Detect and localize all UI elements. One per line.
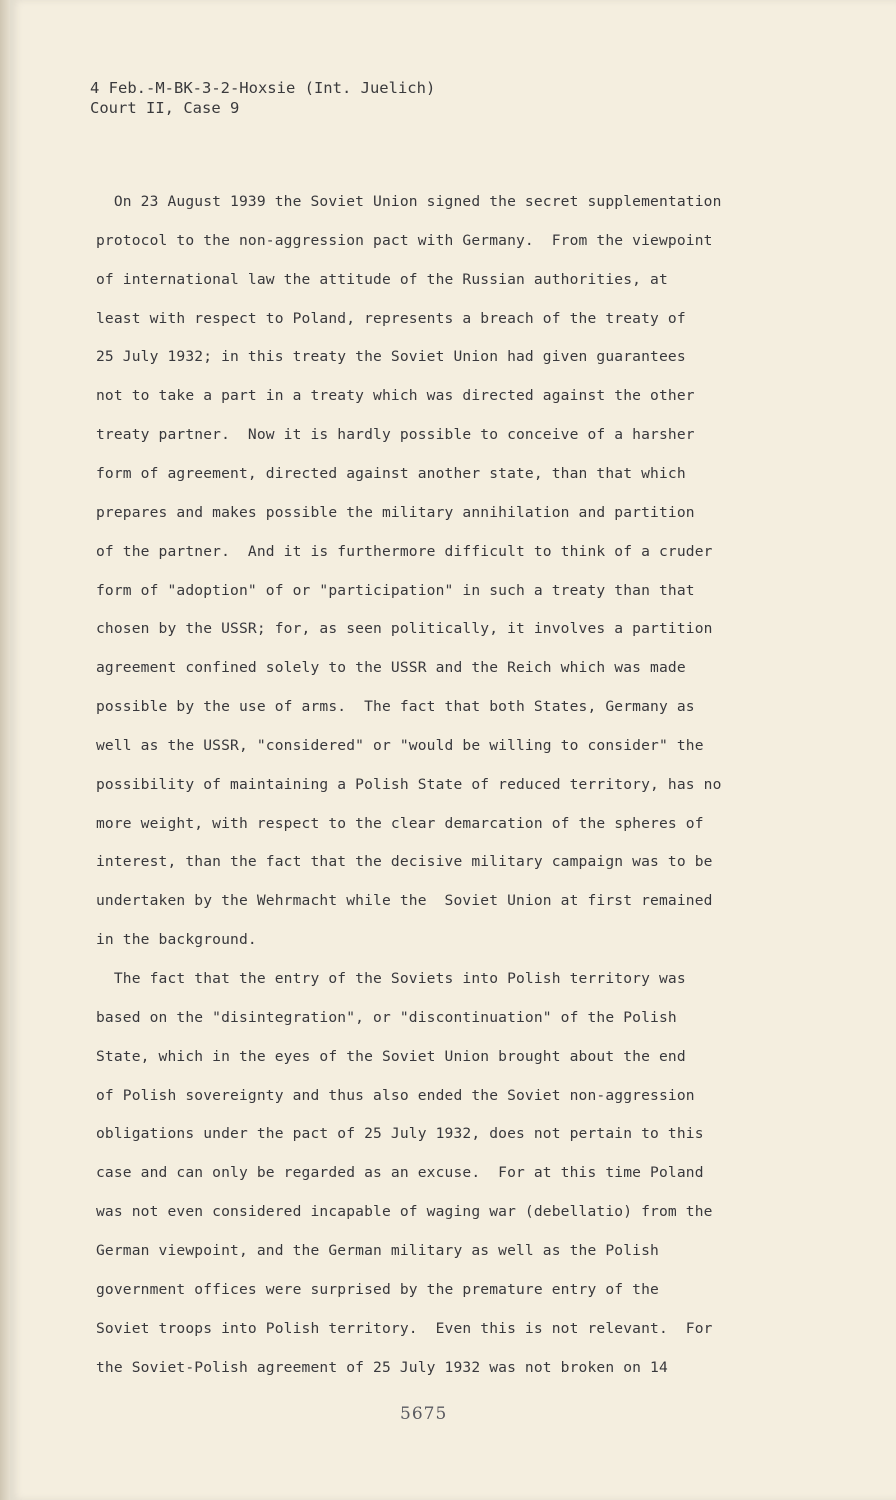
- text-line: agreement confined solely to the USSR and the Reich which was made: [96, 659, 686, 677]
- text-line: State, which in the eyes of the Soviet Union brought about the end: [96, 1047, 686, 1065]
- text-line: was not even considered incapable of waging war (debellatio) from the: [96, 1203, 713, 1221]
- page-edge: [0, 0, 10, 1500]
- text-line: well as the USSR, "considered" or "would be willing to consider" the: [96, 736, 704, 754]
- text-line: the Soviet-Polish agreement of 25 July 1932 was not broken on 14: [96, 1358, 668, 1376]
- text-line: based on the "disintegration", or "discontinuation" of the Polish: [96, 1008, 677, 1026]
- text-line: more weight, with respect to the clear demarcation of the spheres of: [96, 814, 704, 832]
- text-line: government offices were surprised by the premature entry of the: [96, 1280, 659, 1298]
- text-line: in the background.: [96, 931, 257, 949]
- text-line: not to take a part in a treaty which was directed against the other: [96, 387, 695, 405]
- text-line: possibility of maintaining a Polish State of reduced territory, has no: [96, 775, 722, 793]
- text-line: form of agreement, directed against another state, than that which: [96, 464, 686, 482]
- text-line: obligations under the pact of 25 July 1932, does not pertain to this: [96, 1125, 704, 1143]
- text-line: treaty partner. Now it is hardly possible to conceive of a harsher: [96, 426, 695, 444]
- text-line: interest, than the fact that the decisive military campaign was to be: [96, 853, 713, 871]
- text-line: protocol to the non-aggression pact with Germany. From the viewpoint: [96, 231, 713, 249]
- text-line: possible by the use of arms. The fact that both States, Germany as: [96, 698, 695, 716]
- header-reference-line: 4 Feb.-M-BK-3-2-Hoxsie (Int. Juelich): [90, 79, 436, 97]
- page-number: 5675: [400, 1404, 448, 1424]
- text-line: case and can only be regarded as an excuse. For at this time Poland: [96, 1164, 704, 1182]
- text-line: of the partner. And it is furthermore difficult to think of a cruder: [96, 542, 713, 560]
- text-line: Soviet troops into Polish territory. Even this is not relevant. For: [96, 1319, 713, 1337]
- text-line: On 23 August 1939 the Soviet Union signed the secret supplementation: [96, 193, 722, 210]
- header-court-line: Court II, Case 9: [90, 99, 240, 117]
- text-line: The fact that the entry of the Soviets into Polish territory was: [96, 970, 686, 987]
- text-line: prepares and makes possible the military annihilation and partition: [96, 503, 695, 521]
- text-line: of international law the attitude of the Russian authorities, at: [96, 270, 668, 288]
- text-line: undertaken by the Wehrmacht while the Soviet Union at first remained: [96, 892, 713, 910]
- text-line: least with respect to Poland, represents a breach of the treaty of: [96, 309, 686, 327]
- document-header: [90, 78, 435, 118]
- text-line: chosen by the USSR; for, as seen politically, it involves a partition: [96, 620, 713, 638]
- text-line: German viewpoint, and the German military as well as the Polish: [96, 1241, 659, 1259]
- text-line: of Polish sovereignty and thus also ended the Soviet non-aggression: [96, 1086, 695, 1104]
- text-line: 25 July 1932; in this treaty the Soviet Union had given guarantees: [96, 348, 686, 366]
- text-line: form of "adoption" of or "participation" in such a treaty than that: [96, 581, 695, 599]
